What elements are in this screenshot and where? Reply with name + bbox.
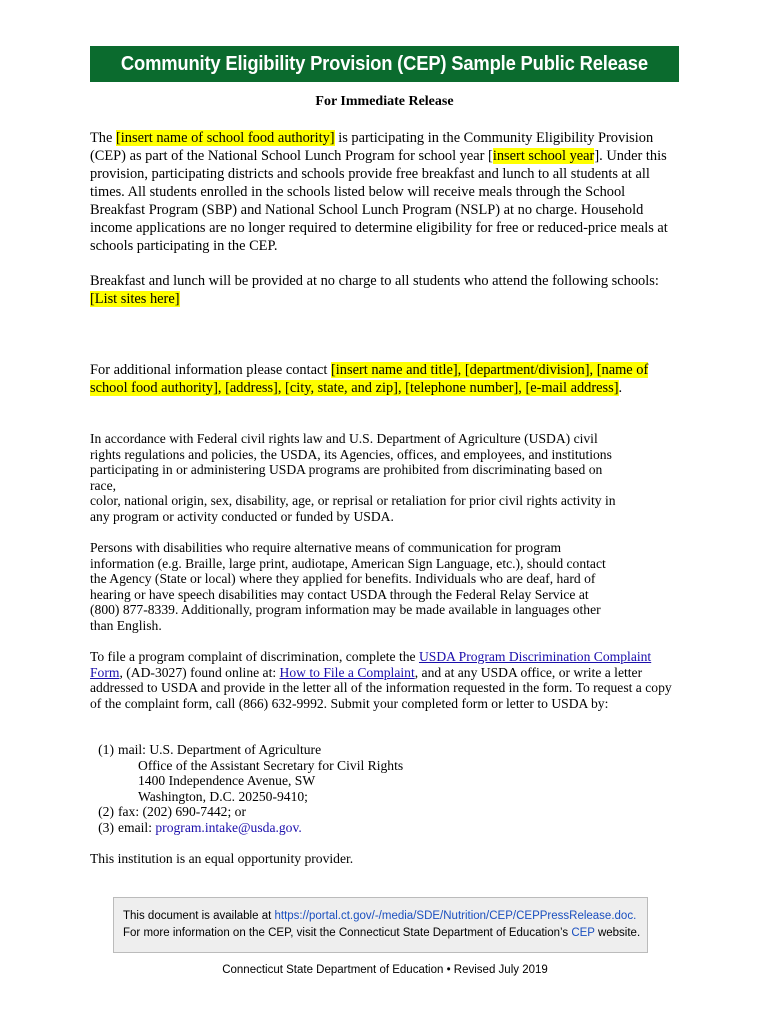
release-label: For Immediate Release bbox=[315, 94, 454, 109]
placeholder-list-sites: [List sites here] bbox=[90, 291, 180, 307]
civil-line: race, bbox=[90, 477, 117, 493]
disab-line: than English. bbox=[90, 617, 162, 633]
intro-text-2: is participating in the Community Eligibility Provision (CEP) as part of the National School Lunch Program for school year bbox=[90, 130, 654, 164]
fax-line: fax: (202) 690-7442; or bbox=[118, 804, 246, 819]
complaint-text-2: , (AD-3027) found online at: bbox=[119, 664, 280, 680]
complaint-text: To file a program complaint of discrimination, complete the bbox=[90, 649, 419, 664]
cep-link[interactable]: CEP bbox=[571, 927, 595, 939]
contact-text: For additional information please contact bbox=[90, 362, 331, 378]
note-text: This document is available at bbox=[123, 910, 275, 922]
submission-list bbox=[90, 742, 680, 835]
mail-line: 1400 Independence Avenue, SW bbox=[138, 773, 316, 788]
mail-line: Office of the Assistant Secretary for Civil Rights bbox=[138, 757, 404, 773]
disab-line: Persons with disabilities who require alternative means of communication for program bbox=[90, 540, 562, 555]
complaint-paragraph bbox=[90, 649, 680, 711]
list-item bbox=[90, 804, 680, 820]
bracket: [ bbox=[488, 148, 493, 164]
civil-rights-paragraph bbox=[90, 431, 680, 524]
disabilities-paragraph bbox=[90, 540, 680, 633]
list-number: (3) bbox=[98, 819, 114, 835]
equal-opportunity-statement: This institution is an equal opportunity provider. bbox=[90, 851, 354, 866]
mail-line: mail: U.S. Department of Agriculture bbox=[118, 742, 322, 757]
intro-paragraph bbox=[90, 129, 680, 255]
email-label: email: bbox=[118, 819, 156, 835]
title-banner bbox=[90, 46, 679, 82]
disab-line: the Agency (State or local) where they applied for benefits. Individuals who are deaf, hard of bbox=[90, 571, 596, 586]
list-number: (1) bbox=[98, 742, 114, 757]
document-url-link[interactable]: https://portal.ct.gov/-/media/SDE/Nutrition/CEP/CEPPressRelease.doc. bbox=[274, 910, 637, 922]
how-to-file-link[interactable]: How to File a Complaint bbox=[279, 664, 415, 680]
contact-period: . bbox=[618, 380, 623, 396]
list-item bbox=[90, 742, 680, 758]
disab-line: information (e.g. Braille, large print, audiotape, American Sign Language, etc.), should contact bbox=[90, 555, 606, 571]
complaint-text-3: , and at any USDA office, or write a letter addressed to USDA and provide in the letter all of the information requested in the form. To request a copy of the complaint form, call (866) 632-9992. Submit your completed form or letter to USDA by: bbox=[90, 664, 672, 711]
placeholder-school-year: insert school year bbox=[492, 148, 595, 164]
complaint-form-link[interactable]: USDA Program Discrimination Complaint Form bbox=[90, 649, 652, 680]
note-text-3: website. bbox=[594, 927, 641, 939]
disab-line: (800) 877-8339. Additionally, program information may be made available in languages other bbox=[90, 602, 601, 617]
page-footer: Connecticut State Department of Education • Revised July 2019 bbox=[222, 964, 548, 976]
list-number: (2) bbox=[98, 804, 114, 819]
civil-line: rights regulations and policies, the USDA, its Agencies, offices, and employees, and institutions bbox=[90, 446, 612, 462]
civil-line: In accordance with Federal civil rights law and U.S. Department of Agriculture (USDA) civil bbox=[90, 431, 598, 446]
schools-paragraph bbox=[90, 272, 680, 308]
schools-text: Breakfast and lunch will be provided at no charge to all students who attend the following schools: bbox=[90, 273, 659, 289]
civil-line: color, national origin, sex, disability, age, or reprisal or retaliation for prior civil rights activity in bbox=[90, 493, 616, 508]
contact-paragraph bbox=[90, 361, 680, 397]
intro-text: The bbox=[90, 130, 116, 146]
disab-line: hearing or have speech disabilities may contact USDA through the Federal Relay Service at bbox=[90, 586, 589, 602]
placeholder-sfa-name: [insert name of school food authority] bbox=[115, 130, 335, 146]
civil-line: participating in or administering USDA programs are prohibited from discriminating based on bbox=[90, 462, 603, 477]
mail-line: Washington, D.C. 20250-9410; bbox=[138, 788, 308, 804]
list-item bbox=[90, 820, 680, 836]
placeholder-contact-info: [insert name and title], [department/division], [name of school food authority], [address], [city, state, and zip], [telephone number], [e-mail address] bbox=[90, 362, 649, 396]
availability-note-box bbox=[113, 897, 648, 953]
email-link[interactable]: program.intake@usda.gov. bbox=[155, 819, 302, 835]
note-text-2: For more information on the CEP, visit the Connecticut State Department of Education’s bbox=[123, 927, 572, 939]
page-title: Community Eligibility Provision (CEP) Sample Public Release bbox=[121, 53, 648, 75]
intro-text-3: ]. Under this provision, participating districts and schools provide free breakfast and lunch to all students at all times. All students enrolled in the schools listed below will receive meals through the School Breakfast Program (SBP) and National School Lunch Program (NSLP) at no charge. Household income applications are no longer required to determine eligibility for free or reduced-price meals at schools participating in the CEP. bbox=[90, 148, 668, 254]
civil-line: any program or activity conducted or funded by USDA. bbox=[90, 508, 394, 524]
